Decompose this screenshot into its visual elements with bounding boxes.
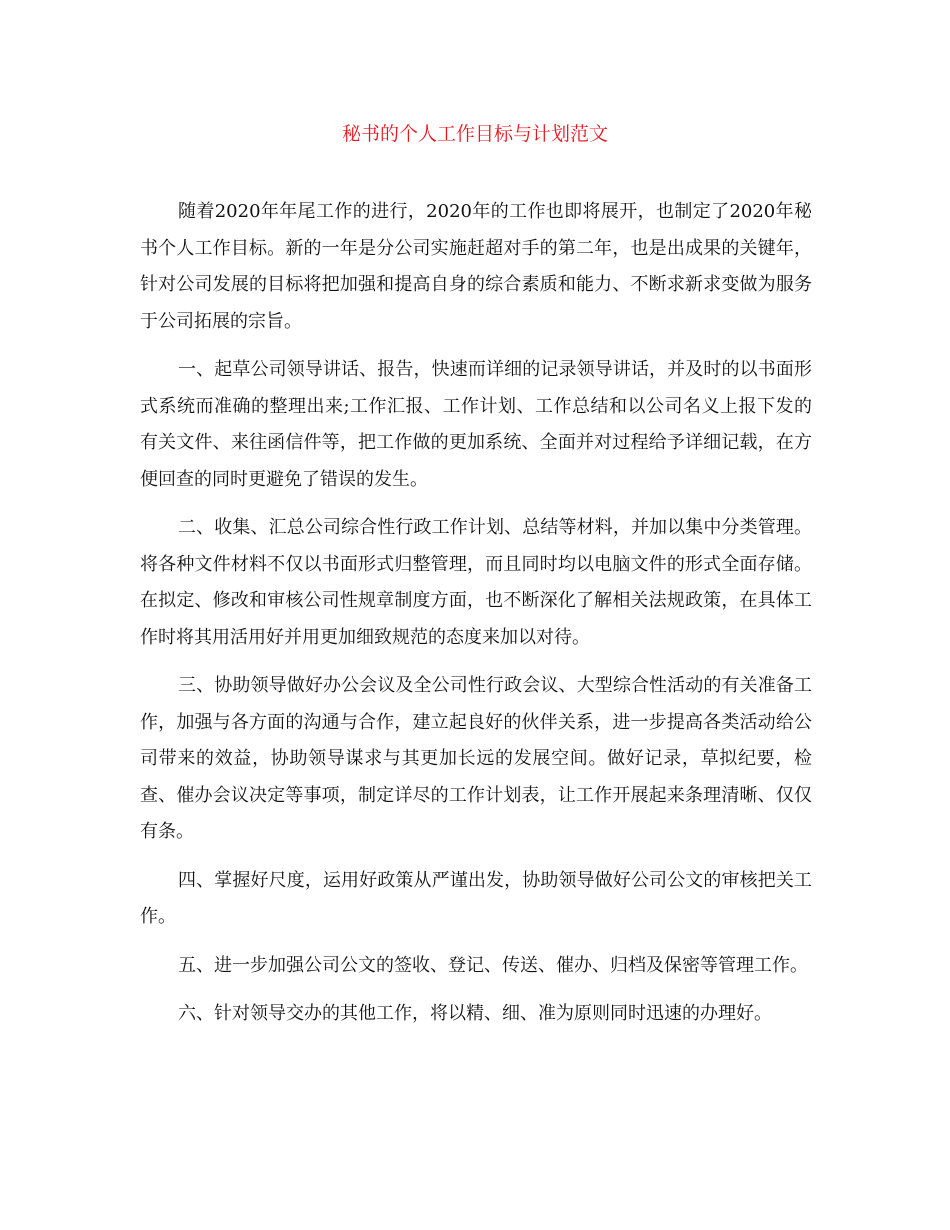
paragraph-item-6: 六、针对领导交办的其他工作，将以精、细、准为原则同时迅速的办理好。 bbox=[178, 1003, 772, 1024]
paragraph-intro: 随着2020年年尾工作的进行，2020年的工作也即将展开，也制定了2020年秘书个人工作目标。新的一年是分公司实施赶超对手的第二年，也是出成果的关键年，针对公司发展的目标将把加强和提高自身的综合素质和能力、不断求新求变做为服务于公司拓展的宗旨。 bbox=[140, 201, 812, 332]
paragraph-item-5: 五、进一步加强公司公文的签收、登记、传送、催办、归档及保密等管理工作。 bbox=[178, 954, 808, 976]
paragraph-item-2: 二、收集、汇总公司综合性行政工作计划、总结等材料，并加以集中分类管理。将各种文件材料不仅以书面形式归整管理，而且同时均以电脑文件的形式全面存储。在拟定、修改和审核公司性规章制度方面，也不断深化了解相关法规政策，在具体工作时将其用活用好并用更加细致规范的态度来加以对待。 bbox=[140, 517, 812, 648]
paragraph-item-3: 三、协助领导做好办公会议及全公司性行政会议、大型综合性活动的有关准备工作，加强与各方面的沟通与合作，建立起良好的伙伴关系，进一步提高各类活动给公司带来的效益，协助领导谋求与其更加长远的发展空间。做好记录，草拟纪要，检查、催办会议决定等事项，制定详尽的工作计划表，让工作开展起来条理清晰、仅仅有条。 bbox=[140, 675, 812, 842]
document-title: 秘书的个人工作目标与计划范文 bbox=[341, 123, 608, 145]
paragraph-item-4: 四、掌握好尺度，运用好政策从严谨出发，协助领导做好公司公文的审核把关工作。 bbox=[140, 869, 812, 927]
document-body bbox=[140, 194, 812, 1045]
paragraph-item-1: 一、起草公司领导讲话、报告，快速而详细的记录领导讲话，并及时的以书面形式系统而准确的整理出来;工作汇报、工作计划、工作总结和以公司名义上报下发的有关文件、来往函信件等，把工作做的更加系统、全面并对过程给予详细记载，在方便回查的同时更避免了错误的发生。 bbox=[140, 359, 812, 490]
